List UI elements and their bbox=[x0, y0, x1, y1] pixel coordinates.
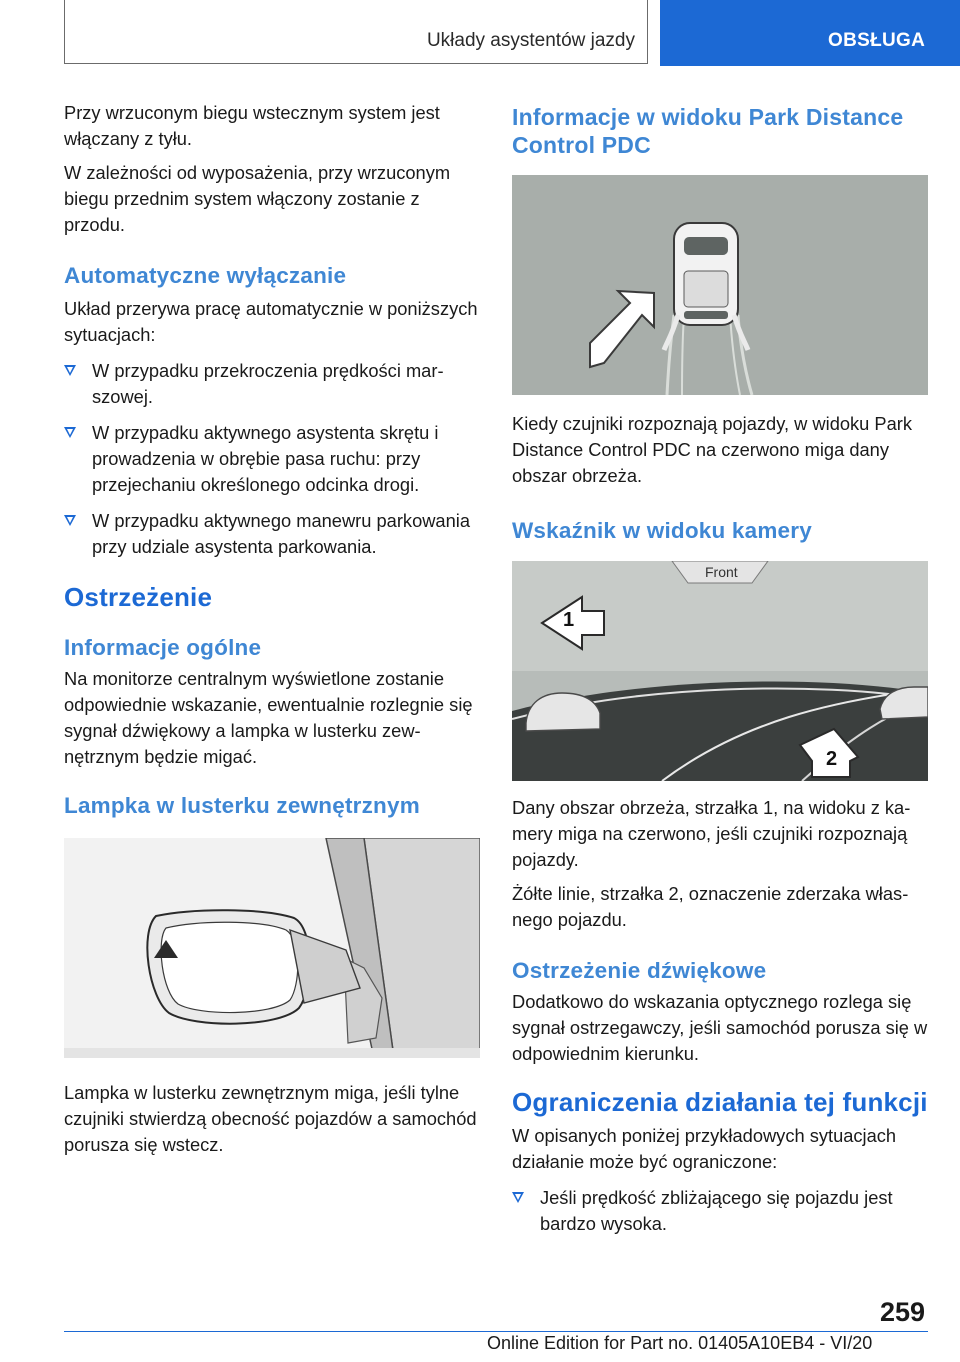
paragraph-general-info: Na monitorze centralnym wyświetlone zostanie odpowiednie wskazanie, ewentualnie rozlegnie się sygnał dźwiękowy a lampka w lusterku zewnętrznym będzie migać. bbox=[64, 668, 473, 767]
heading-camera-view: Wskaźnik w widoku kamery bbox=[512, 518, 812, 543]
heading-pdc-view: Informacje w widoku Park Distance Control PDC bbox=[512, 104, 904, 158]
chapter-title: Układy asystentów jazdy bbox=[426, 30, 635, 51]
heading-warning: Ostrzeżenie bbox=[64, 582, 213, 612]
heading-automatic-shutdown: Automatyczne wyłączanie bbox=[64, 263, 347, 288]
paragraph-camera-arrow-1: Dany obszar obrzeża, strzałka 1, na widoku z kamery miga na czerwono, jeśli czujniki rozpoznają pojazdy. bbox=[512, 797, 911, 870]
left-column bbox=[64, 100, 482, 1158]
pdc-view-illustration bbox=[512, 175, 928, 395]
front-label: Front bbox=[705, 564, 738, 580]
paragraph-mirror-lamp: Lampka w lusterku zewnętrznym miga, jeśli tylne czujniki stwierdzą obecność pojazdów a samochód porusza się wstecz. bbox=[64, 1082, 477, 1155]
camera-view-illustration bbox=[512, 561, 928, 781]
paragraph-forward-gear: W zależności od wyposażenia, przy wrzuconym biegu przednim system włączony zostanie z przodu. bbox=[64, 162, 451, 235]
shutdown-list bbox=[64, 358, 482, 560]
list-item: W przypadku aktywnego asystenta skrętu i prowadzenia w obrębie pasa ruchu: przy przejechaniu określonego odcinka drogi. bbox=[64, 420, 482, 498]
section-tab-label: OBSŁUGA bbox=[828, 30, 926, 51]
paragraph-acoustic-warning: Dodatkowo do wskazania optycznego rozlega się sygnał ostrzegawczy, jeśli samochód porusza się w odpowiednim kierunku. bbox=[512, 991, 928, 1064]
page-number: 259 bbox=[880, 1297, 926, 1327]
paragraph-reverse-gear: Przy wrzuconym biegu wstecznym system jest włączany z tyłu. bbox=[64, 102, 440, 149]
footer-divider bbox=[64, 1331, 928, 1332]
arrow-1-label: 1 bbox=[563, 609, 575, 631]
right-column bbox=[512, 100, 932, 1237]
header-bar bbox=[64, 0, 648, 64]
limits-list bbox=[512, 1185, 932, 1237]
paragraph-automatic-shutdown: Układ przerywa pracę automatycznie w poniższych sytuacjach: bbox=[64, 298, 478, 345]
bullet-triangle-icon bbox=[64, 515, 76, 526]
bullet-triangle-icon bbox=[64, 365, 76, 376]
paragraph-limits: W opisanych poniżej przykładowych sytuacjach działanie może być ograniczone: bbox=[512, 1125, 897, 1172]
heading-acoustic-warning: Ostrzeżenie dźwiękowe bbox=[512, 958, 767, 983]
heading-mirror-lamp: Lampka w lusterku zewnętrznym bbox=[64, 793, 420, 818]
bullet-triangle-icon bbox=[512, 1192, 524, 1203]
edition-note: Online Edition for Part no. 01405A10EB4 - VI/20 bbox=[487, 1333, 873, 1353]
arrow-2-label: 2 bbox=[826, 748, 838, 770]
section-tab[interactable] bbox=[660, 0, 960, 66]
list-item: W przypadku aktywnego manewru parkowania przy udziale asystenta parkowania. bbox=[64, 508, 482, 560]
list-item: W przypadku przekroczenia prędkości marszowej. bbox=[64, 358, 482, 410]
bullet-triangle-icon bbox=[64, 427, 76, 438]
list-item: Jeśli prędkość zbliżającego się pojazdu jest bardzo wysoka. bbox=[512, 1185, 932, 1237]
paragraph-pdc-view: Kiedy czujniki rozpoznają pojazdy, w widoku Park Distance Control PDC na czerwono miga dany obszar obrzeża. bbox=[512, 413, 913, 486]
mirror-lamp-illustration bbox=[64, 838, 480, 1058]
heading-limits: Ograniczenia działania tej funkcji bbox=[512, 1087, 928, 1117]
heading-general-info: Informacje ogólne bbox=[64, 635, 262, 660]
paragraph-camera-arrow-2: Żółte linie, strzałka 2, oznaczenie zderzaka własnego pojazdu. bbox=[512, 883, 909, 930]
